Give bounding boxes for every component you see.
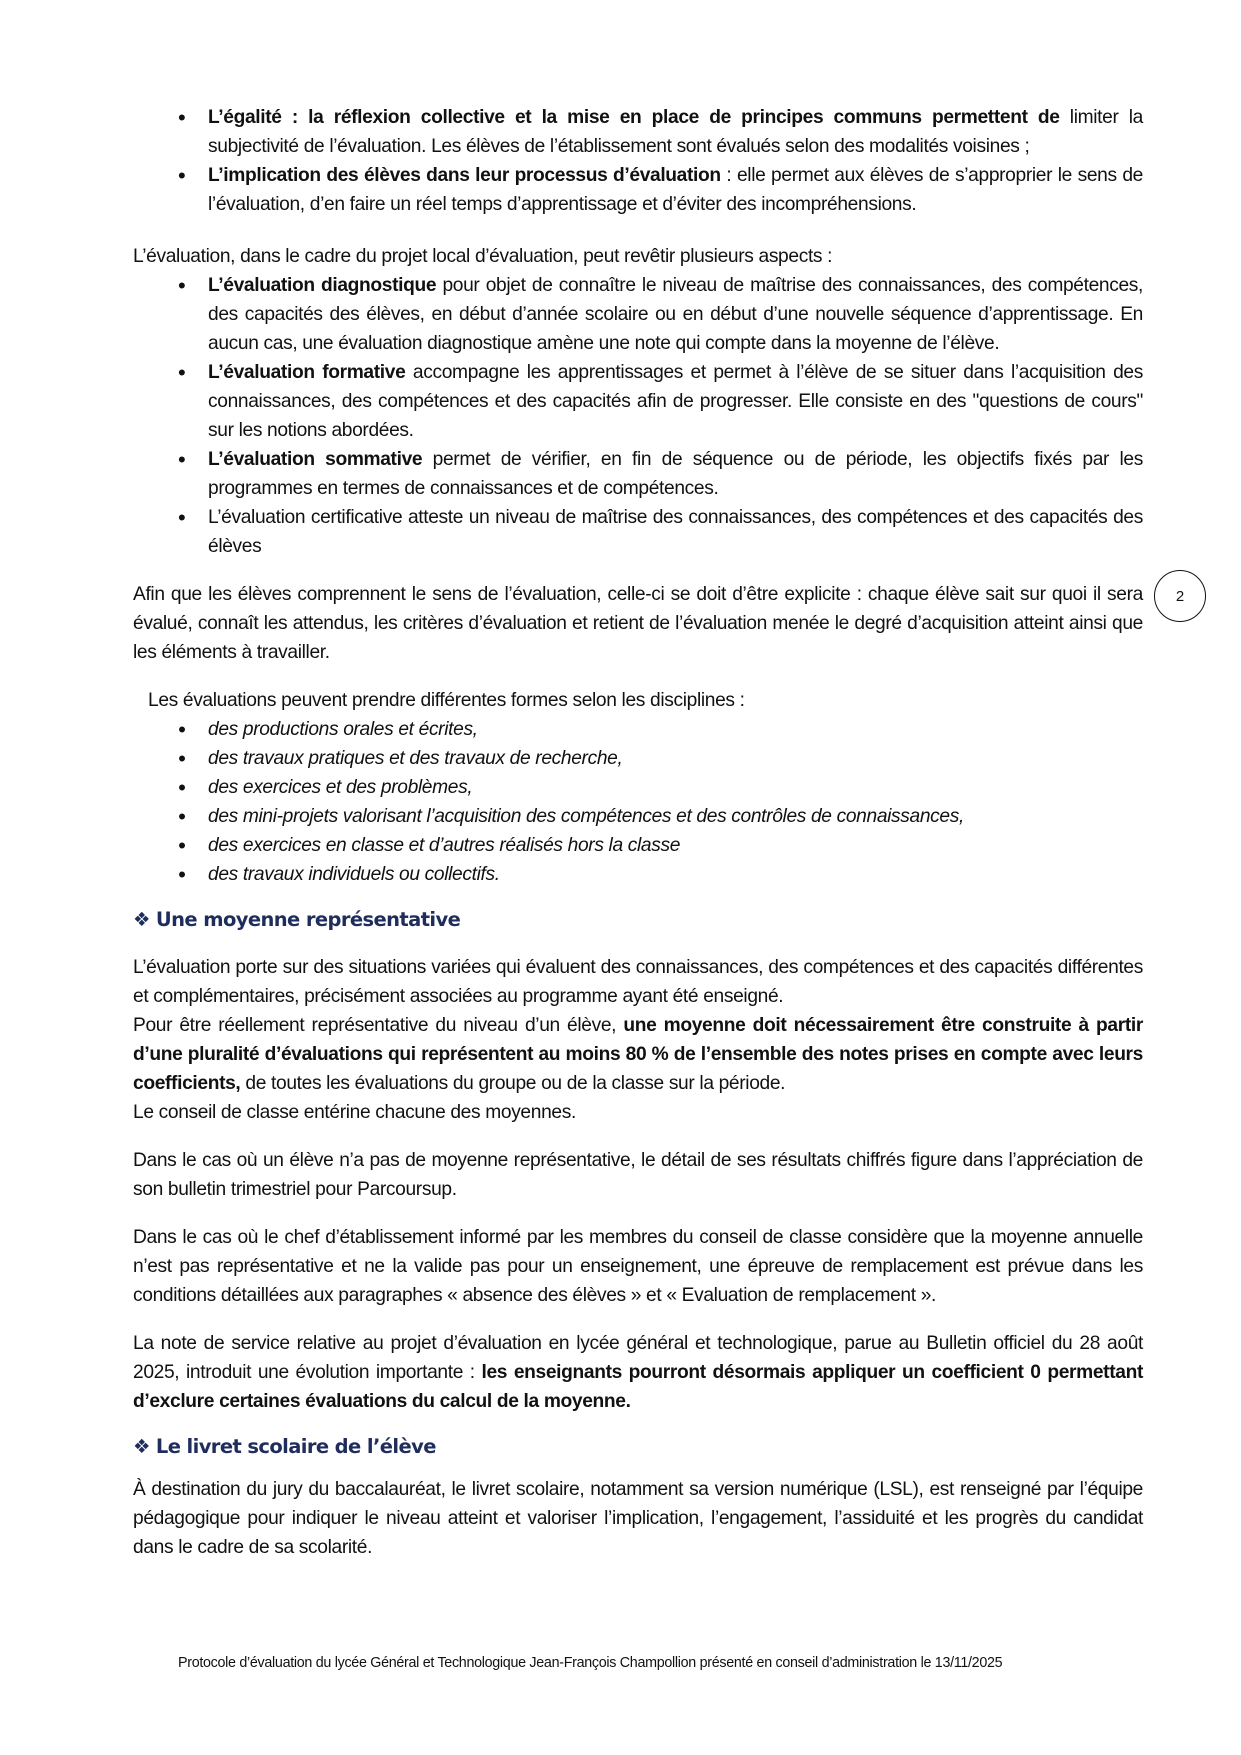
moyenne-paragraph-2-last: Le conseil de classe entérine chacune des moyennes. (133, 1102, 576, 1123)
section-heading-moyenne (133, 905, 1143, 934)
document-page (133, 103, 1143, 1562)
text: de toutes les évaluations du groupe ou de la classe sur la période. (240, 1073, 786, 1094)
item-bold-text: L’évaluation formative (208, 362, 406, 383)
livret-paragraph: À destination du jury du baccalauréat, le livret scolaire, notamment sa version numérique (LSL), est renseigné par l’équipe pédagogique pour indiquer le niveau atteint et valoriser l’implication, l’engagement, l’assiduité et les progrès du candidat dans le cadre de sa scolarité. (133, 1479, 1143, 1558)
list-item (133, 161, 1143, 219)
item-text: accompagne les apprentissages et permet à l’élève de se situer dans l’acquisition des connaissances, des compétences et des capacités afin de progresser. Elle consiste en des "questions de cours" sur les notions abordées. (208, 362, 1143, 441)
moyenne-paragraph-1: L’évaluation porte sur des situations variées qui évaluent des connaissances, des compétences et des capacités différentes et complémentaires, précisément associées au programme ayant été enseigné. (133, 957, 1143, 1007)
moyenne-paragraph-5 (133, 1329, 1143, 1416)
forms-intro: Les évaluations peuvent prendre différentes formes selon les disciplines : (148, 690, 745, 711)
list-item (133, 358, 1143, 445)
item-text: limiter la subjectivité de l’évaluation. Les élèves de l’établissement sont évalués selon des modalités voisines ; (208, 107, 1143, 157)
item-text: permet de vérifier, en fin de séquence ou de période, les objectifs fixés par les programmes en termes de connaissances et de compétences. (208, 449, 1144, 499)
moyenne-paragraph-2 (133, 1011, 1143, 1098)
text: La note de service relative au projet d’évaluation en lycée général et technologique, parue au Bulletin officiel du 28 août 2025, introduit une évolution importante : (133, 1333, 1143, 1383)
explicit-paragraph: Afin que les élèves comprennent le sens de l’évaluation, celle-ci se doit d’être explicite : chaque élève sait sur quoi il sera évalué, connaît les attendus, les critères d’évaluation et retient de l’évaluation menée le degré d’acquisition atteint ainsi que les éléments à travailler. (133, 584, 1143, 663)
moyenne-paragraph-4: Dans le cas où le chef d’établissement informé par les membres du conseil de classe considère que la moyenne annuelle n’est pas représentative et ne la valide pas pour un enseignement, une épreuve de remplacement est prévue dans les conditions détaillées aux paragraphes « absence des élèves » et « Evaluation de remplacement ». (133, 1227, 1143, 1306)
list-item: • des exercices et des problèmes, (133, 773, 1143, 802)
list-item (133, 103, 1143, 161)
aspects-intro: L’évaluation, dans le cadre du projet local d’évaluation, peut revêtir plusieurs aspects : (133, 246, 833, 267)
list-item: • des productions orales et écrites, (133, 715, 1143, 744)
list-item: • des mini-projets valorisant l’acquisition des compétences et des contrôles de connaissances, (133, 802, 1143, 831)
text: Pour être réellement représentative du niveau d’un élève, (133, 1015, 624, 1036)
principles-list (133, 103, 1143, 219)
page-number-badge (1154, 570, 1206, 622)
heading-text: Le livret scolaire de l’élève (155, 1435, 436, 1458)
item-bold-text: L’égalité : la réflexion collective et la mise en place de principes communs permettent de (208, 107, 1060, 128)
list-item: • des exercices en classe et d’autres réalisés hors la classe (133, 831, 1143, 860)
page-number: 2 (1175, 587, 1185, 605)
list-item (133, 503, 1143, 561)
list-item: • des travaux individuels ou collectifs. (133, 860, 1143, 889)
bold-text: une moyenne doit nécessairement être construite à partir d’une pluralité d’évaluations qui représentent au moins 80 % de l’ensemble des notes prises en compte avec leurs coefficients, (133, 1015, 1143, 1094)
item-bold-text: L’implication des élèves dans leur processus d’évaluation (208, 165, 721, 186)
heading-text: Une moyenne représentative (155, 908, 461, 931)
item-text: : elle permet aux élèves de s’approprier le sens de l’évaluation, d’en faire un réel temps d’apprentissage et d’éviter des incompréhensions. (208, 165, 1143, 215)
diamond-bullet-icon: ❖ (133, 1435, 150, 1458)
list-item: • des travaux pratiques et des travaux de recherche, (133, 744, 1143, 773)
item-bold-text: L’évaluation diagnostique (208, 275, 437, 296)
item-text: pour objet de connaître le niveau de maîtrise des connaissances, des compétences, des capacités des élèves, en début d’année scolaire ou en début d’une nouvelle séquence d’apprentissage. En aucun cas, une évaluation diagnostique amène une note qui compte dans la moyenne de l’élève. (208, 275, 1144, 354)
list-item (133, 271, 1143, 358)
moyenne-paragraph-3: Dans le cas où un élève n’a pas de moyenne représentative, le détail de ses résultats chiffrés figure dans l’appréciation de son bulletin trimestriel pour Parcoursup. (133, 1150, 1143, 1200)
page-footer: Protocole d’évaluation du lycée Général et Technologique Jean-François Champollion présenté en conseil d’administration le 13/11/2025 (178, 1655, 1003, 1671)
diamond-bullet-icon: ❖ (133, 908, 150, 931)
item-bold-text: L’évaluation sommative (208, 449, 423, 470)
list-item (133, 445, 1143, 503)
bold-text: les enseignants pourront désormais appliquer un coefficient 0 permettant d’exclure certaines évaluations du calcul de la moyenne. (133, 1362, 1143, 1412)
aspects-list (133, 271, 1143, 561)
forms-list (133, 715, 1143, 889)
item-text: L’évaluation certificative atteste un niveau de maîtrise des connaissances, des compétences et des capacités des élèves (208, 507, 1143, 557)
section-heading-livret (133, 1432, 1143, 1461)
